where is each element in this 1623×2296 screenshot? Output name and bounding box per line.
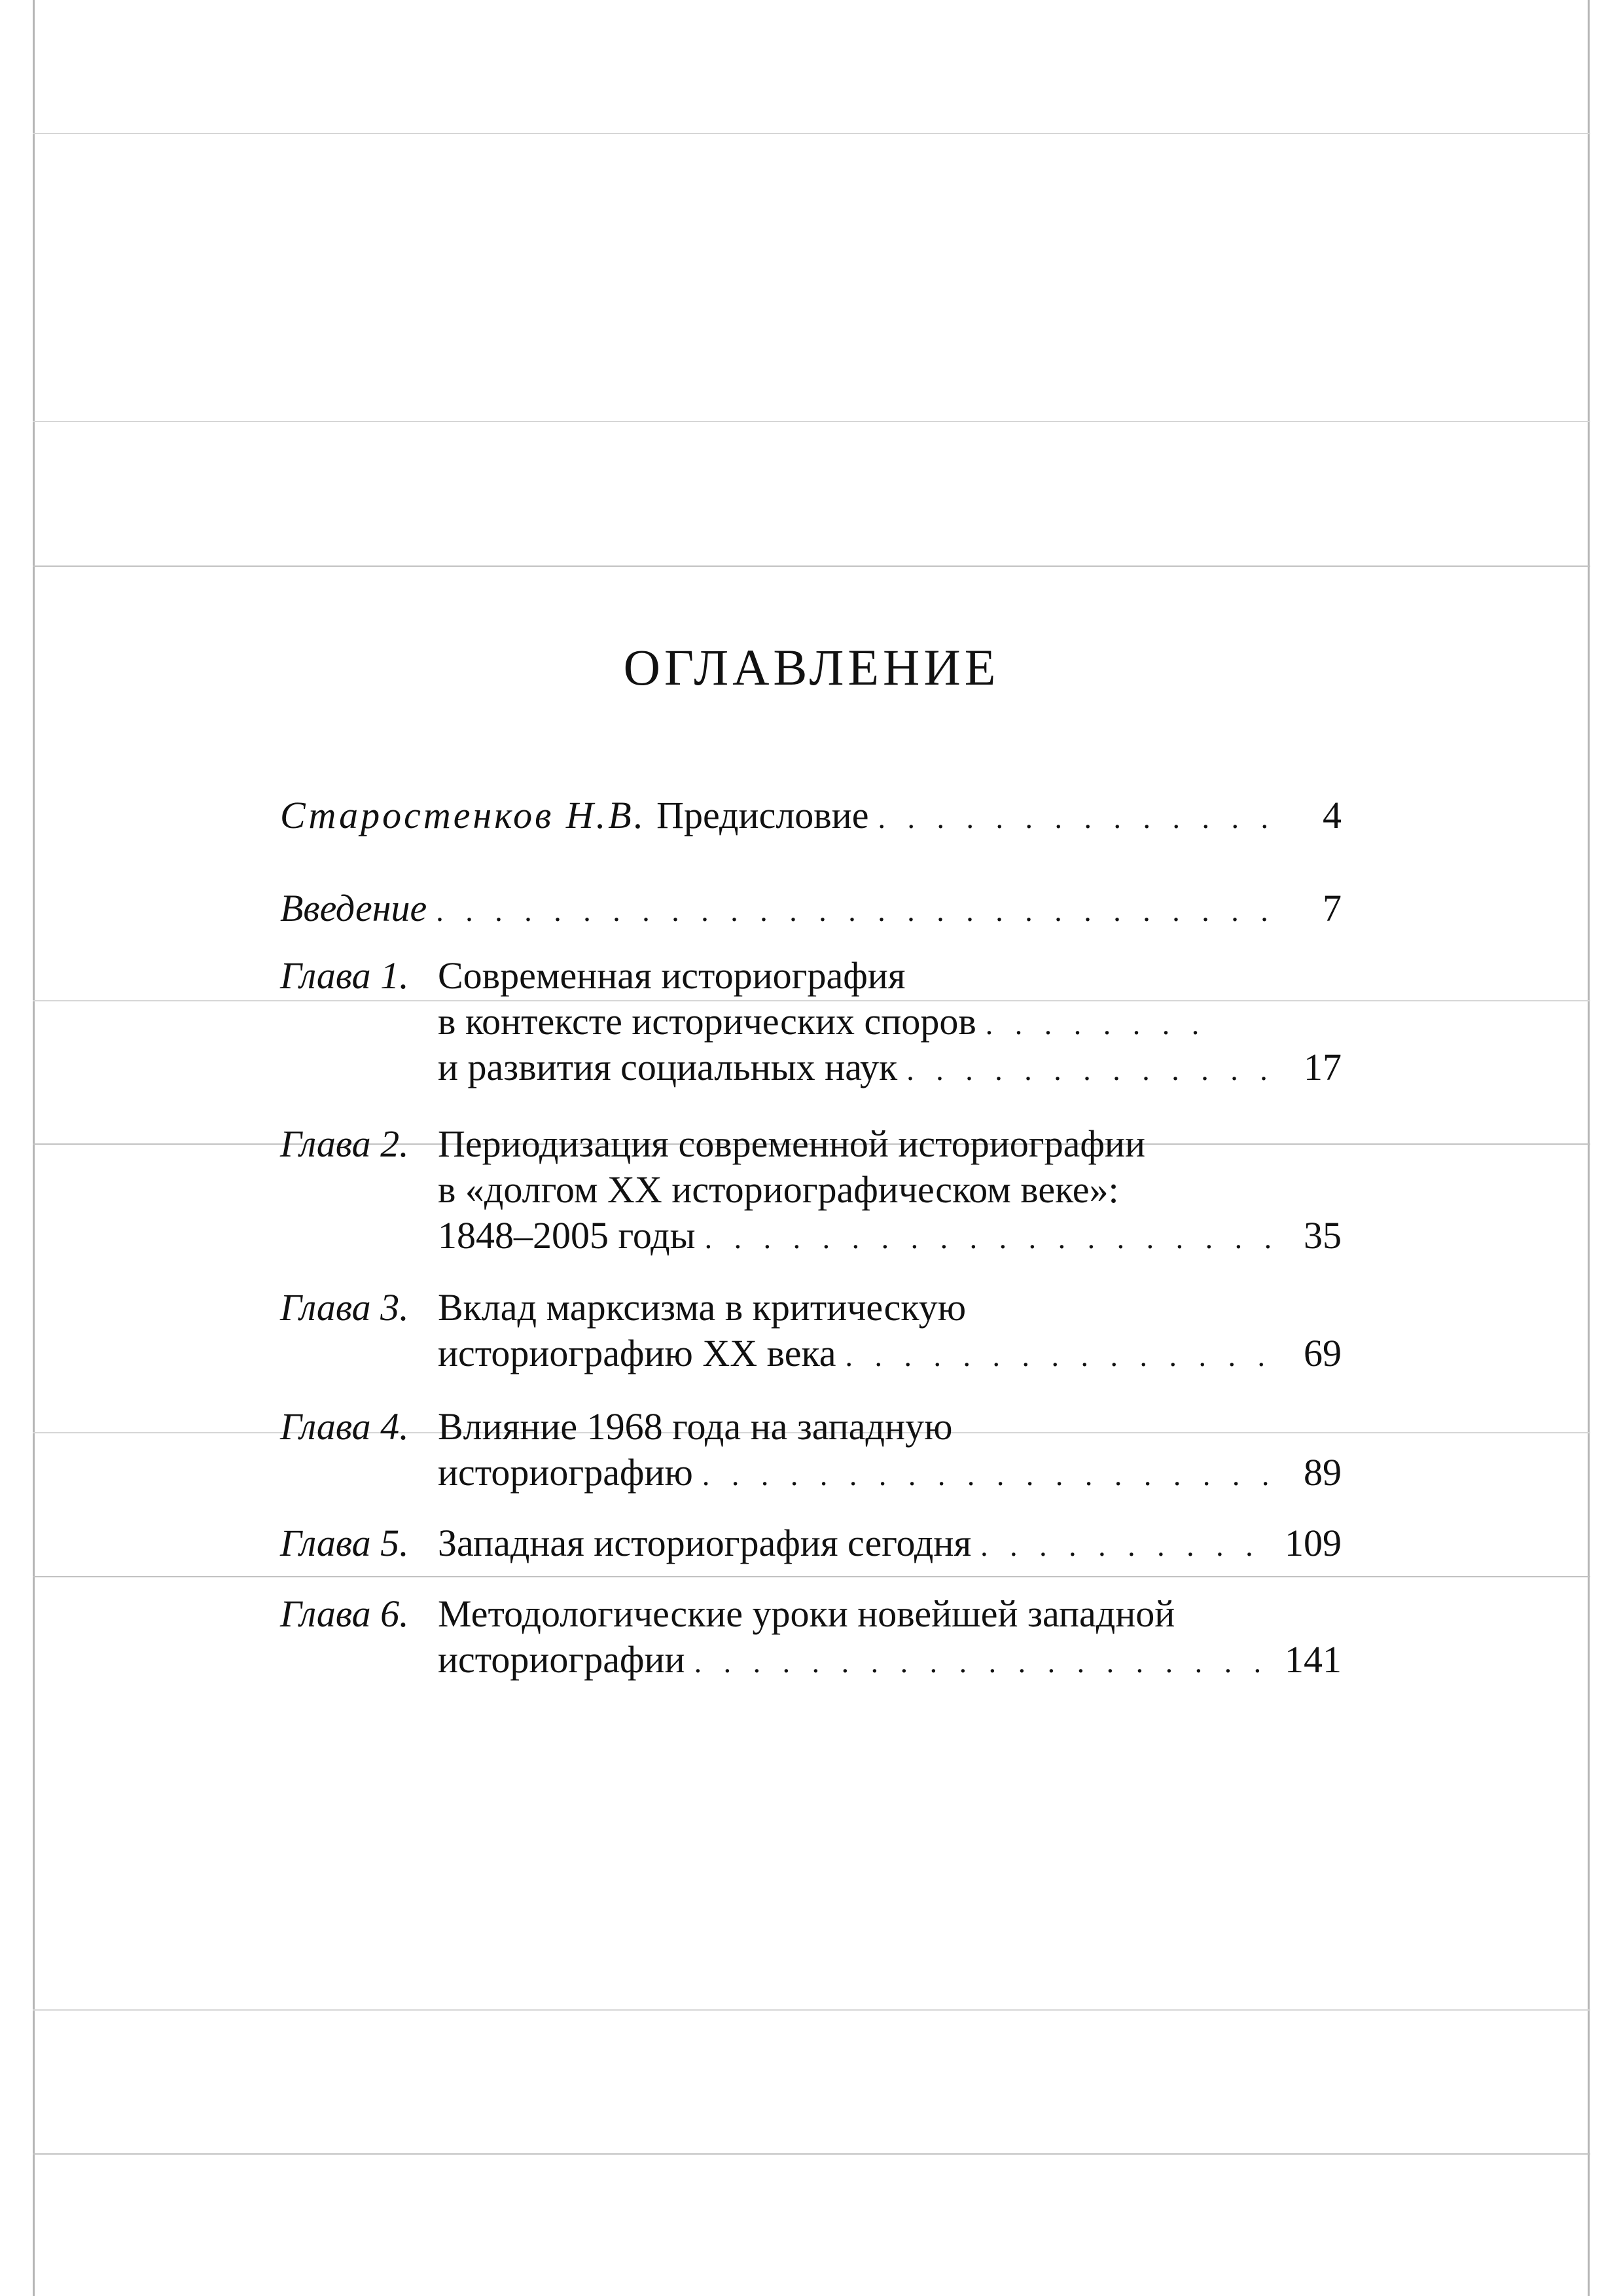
toc-page-number: 17 (1304, 1046, 1342, 1088)
toc-line: историографию XX века (438, 1332, 836, 1374)
scan-line (33, 565, 1590, 567)
leader-dots (986, 1001, 1208, 1048)
toc-line: историографии (438, 1638, 685, 1681)
leader-dots (906, 1047, 1287, 1094)
leader-dots (846, 1333, 1287, 1380)
toc-line: историографию (438, 1451, 693, 1494)
toc-page-number: 7 (1323, 887, 1342, 929)
toc-chapter-label: Глава 5. (280, 1522, 409, 1564)
toc-chapter-label: Глава 4. (280, 1405, 409, 1448)
toc-chapter-label: Глава 3. (280, 1286, 409, 1329)
toc-line: Современная историография (438, 954, 906, 997)
toc-chapter-label: Глава 1. (280, 954, 409, 997)
toc-line: в «долгом XX историографическом веке»: (438, 1168, 1119, 1211)
toc-page-number: 141 (1285, 1638, 1342, 1681)
page-right-border (1588, 0, 1590, 2296)
scan-line (33, 133, 1590, 134)
toc-line: и развития социальных наук (438, 1046, 898, 1088)
toc-line: в контексте исторических споров (438, 1000, 976, 1043)
toc-line: Влияние 1968 года на западную (438, 1405, 953, 1448)
toc-entry-title: Предисловие (656, 794, 869, 836)
toc-line: Вклад марксизма в критическую (438, 1286, 967, 1329)
scan-line (33, 421, 1590, 422)
scan-line (33, 2153, 1590, 2155)
toc-page-number: 109 (1285, 1522, 1342, 1564)
toc-entry-label: Введение (280, 887, 427, 929)
toc-line: Периодизация современной историографии (438, 1122, 1145, 1165)
toc-page-number: 69 (1304, 1332, 1342, 1374)
leader-dots (702, 1452, 1287, 1499)
scan-line (33, 1576, 1590, 1577)
page-title: ОГЛАВЛЕНИЕ (623, 639, 1000, 696)
toc-chapter-label: Глава 6. (280, 1592, 409, 1635)
toc-author: Старостенков Н.В. (280, 794, 647, 836)
leader-dots (878, 795, 1287, 842)
toc-page-number: 35 (1304, 1214, 1342, 1257)
toc-page-number: 4 (1323, 794, 1342, 836)
toc-page-number: 89 (1304, 1451, 1342, 1494)
toc-line: Методологические уроки новейшей западной (438, 1592, 1175, 1635)
toc-line: 1848–2005 годы (438, 1214, 696, 1257)
toc-chapter-label: Глава 2. (280, 1122, 409, 1165)
page-left-border (33, 0, 35, 2296)
leader-dots (694, 1639, 1275, 1686)
leader-dots (705, 1215, 1287, 1262)
scan-line (33, 2009, 1590, 2011)
leader-dots (436, 888, 1287, 935)
toc-line: Западная историография сегодня (438, 1522, 972, 1564)
leader-dots (980, 1522, 1275, 1570)
